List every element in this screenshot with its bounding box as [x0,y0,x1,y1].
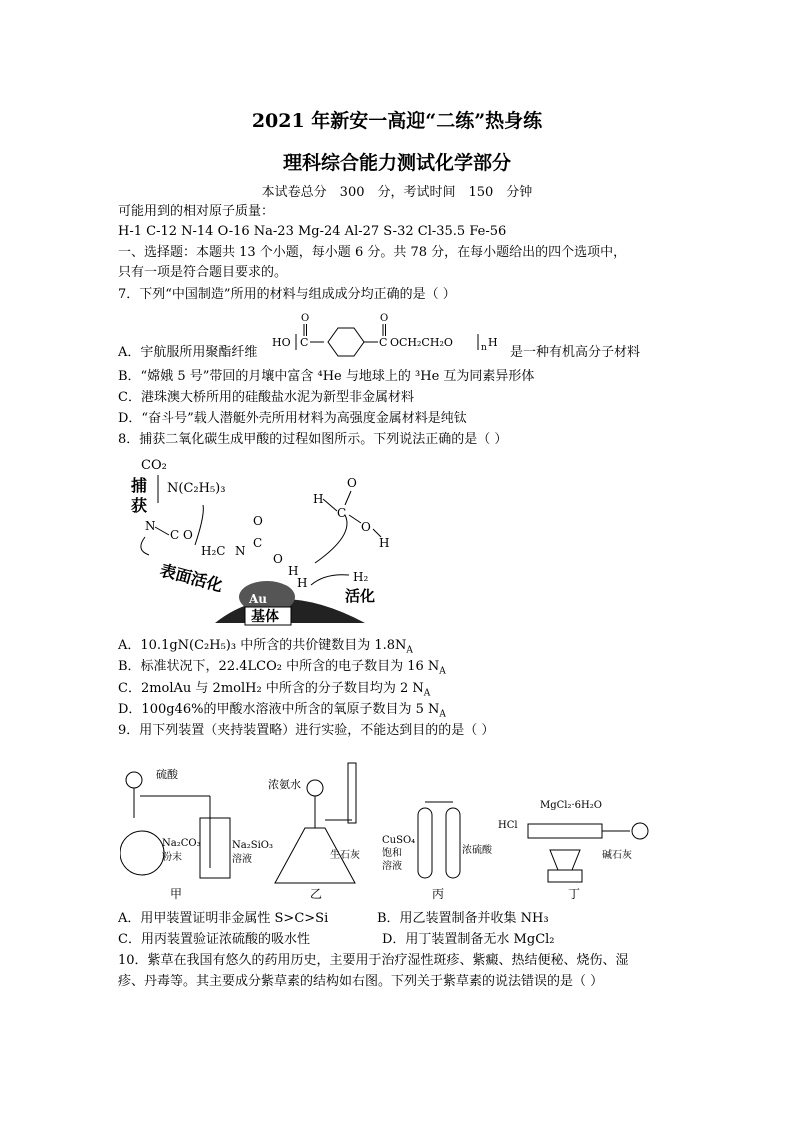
fig-na2co3: Na₂CO₃ [162,838,201,849]
svg-text:C: C [379,336,388,349]
svg-text:O: O [273,552,283,566]
svg-text:n: n [481,343,487,353]
q7-option-c: C．港珠澳大桥所用的硅酸盐水泥为新型非金属材料 [118,390,414,405]
svg-text:C: C [253,536,263,550]
fig-saturated: 饱和 [382,848,402,859]
fig-h2so4: 硫酸 [156,768,178,781]
q7-option-d: D．“奋斗号”载人潜艇外壳所用材料为高强度金属材料是纯钛 [118,411,467,426]
fig-h-2: H [297,576,308,590]
svg-text:H: H [379,536,390,550]
fig-au-label: Au [249,592,268,606]
q7-option-a-post: 是一种有机高分子材料 [510,345,641,360]
fig-solution: 溶液 [232,854,252,865]
section-instructions-1: 一、选择题：本题共 13 个小题，每小题 6 分。共 78 分，在每小题给出的四个选项中， [118,245,627,260]
svg-text:C: C [337,506,347,520]
svg-text:O: O [301,313,310,324]
svg-text:O: O [361,520,371,534]
svg-text:O: O [347,476,357,490]
svg-text:H: H [488,336,498,349]
q9-option-d: D．用丁装置制备无水 MgCl₂ [382,932,555,947]
q8-option-b-text: B．标准状况下，22.4LCO₂ 中所含的电子数目为 16 N [118,659,440,674]
atomic-mass-heading: 可能用到的相对原子质量： [118,204,275,219]
fig-conc-h2so4: 浓硫酸 [462,845,492,856]
q9-stem: 9．用下列装置（夹持装置略）进行实验，不能达到目的的是（ ） [118,723,495,738]
fig-ding: 丁 [568,887,581,901]
q7-option-b: B．“嫦娥 5 号”带回的月壤中富含 ⁴He 与地球上的 ³He 互为同素异形体 [118,369,535,384]
q8-option-d-text: D．100g46%的甲酸水溶液中所含的氧原子数目为 5 N [118,702,440,717]
svg-text:H₂C: H₂C [201,544,226,558]
fig-capture-2: 获 [131,496,148,515]
fig-ammonia: 浓氨水 [268,778,301,791]
fig-capture-1: 捕 [131,476,148,495]
q8-option-a [118,637,413,660]
exam-info: 本试卷总分 300 分，考试时间 150 分钟 [261,185,533,200]
q7-option-a-pre: A．宇航服所用聚酯纤维 [118,345,258,360]
svg-text:H: H [313,492,324,506]
fig-jia: 甲 [170,887,183,901]
fig-cuso4: CuSO₄ [382,835,416,846]
q8-d-subscript: A [439,709,446,720]
svg-text:OCH₂CH₂O: OCH₂CH₂O [390,336,453,349]
fig-sodalime: 碱石灰 [602,850,632,861]
apparatus-figures [120,758,680,908]
fig-h-1: H [288,564,299,578]
svg-text:N: N [145,519,156,533]
fig-bing: 丙 [432,887,445,901]
q10-line-1: 10．紫草在我国有悠久的药用历史，主要用于治疗湿性斑疹、紫癜、热结便秘、烧伤、湿 [118,953,629,968]
q8-c-subscript: A [423,688,431,699]
q9-option-a: A．用甲装置证明非金属性 S>C>Si [118,911,329,926]
page-subtitle: 理科综合能力测试化学部分 [282,152,511,174]
svg-text:O: O [183,528,193,542]
section-instructions-2: 只有一项是符合题目要求的。 [118,265,288,280]
fig-base-label: 基体 [251,609,279,625]
svg-text:HO: HO [272,336,291,349]
co2-capture-diagram [125,455,425,630]
svg-text:O: O [253,514,263,528]
fig-yi: 乙 [310,887,323,901]
q8-option-a-text: A．10.1gN(C₂H₅)₃ 中所含的共价键数目为 1.8N [118,638,407,653]
fig-co2-label: CO₂ [141,458,167,473]
q10-line-2: 疹、丹毒等。其主要成分紫草素的结构如右图。下列关于紫草素的说法错误的是（ ） [118,974,604,989]
fig-lime: 生石灰 [330,850,360,861]
fig-surface-activation: 表面活化 [157,560,225,596]
page-title: 2021 年新安一高迎“二练”热身练 [251,110,543,132]
fig-solution2: 溶液 [382,861,402,872]
fig-powder: 粉末 [162,852,182,863]
fig-mgcl2: MgCl₂·6H₂O [540,800,602,811]
q9-option-b: B．用乙装置制备并收集 NH₃ [377,911,549,926]
polyester-structure-figure [268,310,513,360]
fig-h2-label: H₂ [353,570,369,584]
fig-amine-label: N(C₂H₅)₃ [167,481,226,496]
q8-option-b [118,658,446,681]
q9-option-c: C．用丙装置验证浓硫酸的吸水性 [118,932,310,947]
q8-option-c-text: C．2molAu 与 2molH₂ 中所含的分子数目均为 2 N [118,681,424,696]
q8-stem: 8．捕获二氧化碳生成甲酸的过程如图所示。下列说法正确的是（ ） [118,432,508,447]
fig-hcl: HCl [498,820,518,831]
q8-option-d [118,701,446,724]
fig-na2sio3: Na₂SiO₃ [232,840,273,851]
q8-option-c [118,680,430,703]
fig-activation: 活化 [345,587,376,605]
svg-text:C: C [300,336,309,349]
q8-b-subscript: A [439,666,446,677]
svg-text:O: O [380,313,389,324]
q8-a-subscript: A [406,645,413,656]
svg-text:C: C [170,528,180,542]
atomic-masses: H-1 C-12 N-14 O-16 Na-23 Mg-24 Al-27 S-32 Cl-35.5 Fe-56 [118,224,507,239]
svg-text:N: N [235,544,246,558]
q7-stem: 7．下列“中国制造”所用的材料与组成成分均正确的是（ ） [118,287,456,302]
